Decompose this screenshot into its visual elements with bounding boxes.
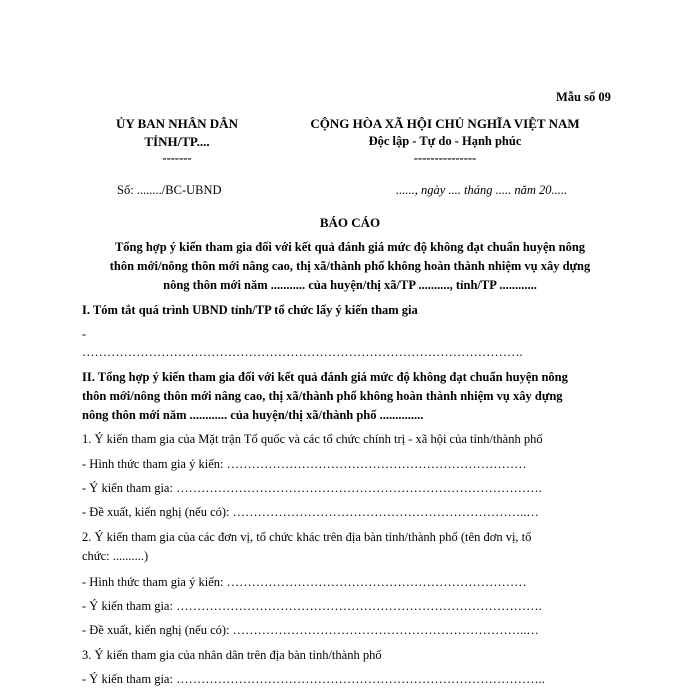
section-2-heading-line-2: thôn mới/nông thôn mới nâng cao, thị xã/thành phố không hoàn thành nhiệm vụ xây dựng [82, 389, 563, 403]
left-header-rule: ------- [162, 151, 192, 165]
agency-name: ỦY BAN NHÂN DÂN [116, 116, 238, 131]
item-3-opinion: - Ý kiến tham gia: …………………………………………………………………………….. [82, 672, 545, 686]
section-2-heading-line-1: II. Tổng hợp ý kiến tham gia đối với kết quả đánh giá mức độ không đạt chuẩn huyện nông [82, 370, 568, 384]
subtitle-line-3: nông thôn mới năm ........... của huyện/thị xã/TP .........., tỉnh/TP ............ [163, 278, 537, 292]
section-1-heading: I. Tóm tắt quá trình UBND tỉnh/TP tổ chức lấy ý kiến tham gia [82, 303, 418, 317]
subtitle-line-1: Tổng hợp ý kiến tham gia đối với kết quả đánh giá mức độ không đạt chuẩn huyện nông [114, 240, 586, 254]
item-1-title: 1. Ý kiến tham gia của Mặt trận Tổ quốc và các tổ chức chính trị - xã hội của tỉnh/thành phố [82, 432, 543, 446]
section-1-bullet: - [82, 327, 87, 341]
item-1-proposal: - Đề xuất, kiến nghị (nếu có): ……………………………………………………………..… [82, 505, 539, 519]
item-2-title-line-1: 2. Ý kiến tham gia của các đơn vị, tổ chức khác trên địa bàn tỉnh/thành phố (tên đơn vị, tổ [82, 530, 532, 544]
item-1-opinion: - Ý kiến tham gia: ……………………………………………………………………………. [82, 481, 542, 495]
document-number: Số: ......../BC-UBND [117, 183, 222, 197]
item-1-form: - Hình thức tham gia ý kiến: ……………………………………………………………… [82, 457, 527, 471]
item-2-opinion: - Ý kiến tham gia: ……………………………………………………………………………. [82, 599, 542, 613]
national-motto: Độc lập - Tự do - Hạnh phúc [368, 134, 522, 148]
document-date: ......, ngày .... tháng ..... năm 20..... [396, 183, 568, 197]
item-2-title-line-2: chức: ..........) [82, 549, 149, 563]
section-1-dots: ……………………………………………………………………………………………. [82, 345, 523, 359]
item-3-title: 3. Ý kiến tham gia của nhân dân trên địa bàn tỉnh/thành phố [82, 648, 382, 662]
right-header-rule: --------------- [413, 151, 477, 165]
national-title: CỘNG HÒA XÃ HỘI CHỦ NGHĨA VIỆT NAM [310, 116, 580, 131]
form-number: Mẫu số 09 [556, 90, 611, 104]
province-name: TỈNH/TP.... [144, 134, 210, 149]
item-2-proposal: - Đề xuất, kiến nghị (nếu có): ……………………………………………………………..… [82, 623, 539, 637]
item-2-form: - Hình thức tham gia ý kiến: ……………………………………………………………… [82, 575, 527, 589]
section-2-heading-line-3: nông thôn mới năm ............ của huyện/thị xã/thành phố .............. [82, 408, 424, 422]
subtitle-line-2: thôn mới/nông thôn mới nâng cao, thị xã/thành phố không hoàn thành nhiệm vụ xây dựng [109, 259, 591, 273]
document-title: BÁO CÁO [319, 215, 381, 230]
